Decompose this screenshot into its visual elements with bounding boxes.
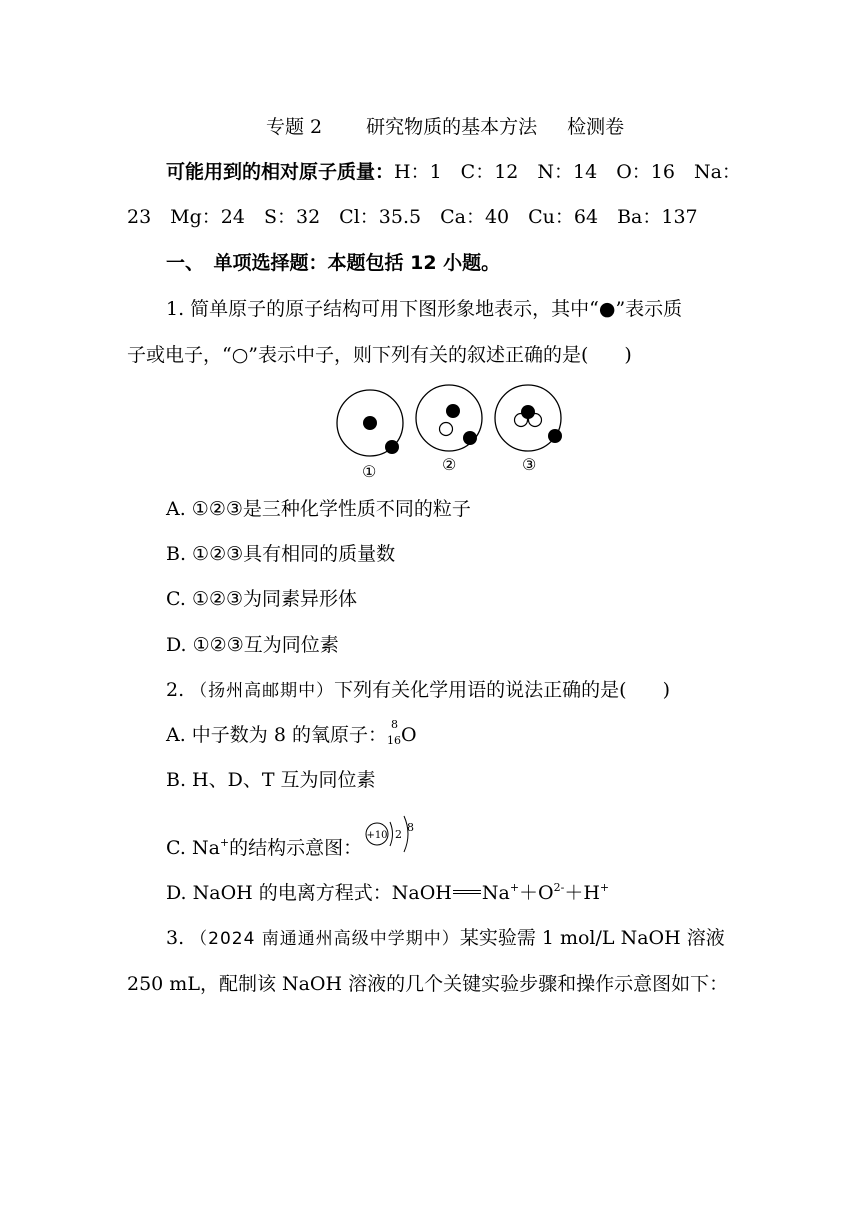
- atom-3-label: ③: [522, 455, 537, 474]
- q2-option-c: C. Na+的结构示意图：: [166, 836, 363, 859]
- q1-option-d: D. ①②③互为同位素: [166, 634, 339, 656]
- q3-stem-line1: 3. （2024 南通通州高级中学期中）某实验需 1 mol/L NaOH 溶液: [166, 927, 725, 949]
- oxygen-isotope-notation: 8 16: [386, 718, 401, 747]
- q1-stem-line1: 1. 简单原子的原子结构可用下图形象地表示，其中“●”表示质: [166, 298, 683, 320]
- title-topic: 专题 2: [266, 116, 323, 138]
- q2-stem: 2. （扬州高邮期中）下列有关化学用语的说法正确的是( ): [166, 679, 670, 701]
- svg-text:+10: +10: [366, 830, 388, 841]
- q2-option-d: D. NaOH 的电离方程式：NaOH $Na^++O^{2-}+H^+$: [166, 881, 610, 904]
- atom-1: [337, 390, 403, 456]
- atomic-masses-label: 可能用到的相对原子质量：: [166, 161, 395, 183]
- q1-option-b: B. ①②③具有相同的质量数: [166, 543, 396, 565]
- atomic-masses-values1: H：1 C：12 N：14 O：16 Na：: [394, 161, 741, 183]
- ionization-equals-sign: [453, 890, 481, 894]
- atom-2: [416, 385, 482, 451]
- q2-option-a: A. 中子数为 8 的氧原子： 8 16 O: [166, 718, 417, 747]
- q1-option-c: C. ①②③为同素异形体: [166, 588, 358, 610]
- q2-source: （扬州高邮期中）: [190, 681, 335, 701]
- na-ion-structure-diagram: [362, 812, 418, 858]
- atom-1-label: ①: [362, 462, 377, 480]
- q3-stem-line2: 250 mL，配制该 NaOH 溶液的几个关键实验步骤和操作示意图如下：: [127, 973, 729, 995]
- svg-text:8: 8: [407, 821, 414, 834]
- q2-option-b: B. H、D、T 互为同位素: [166, 769, 376, 791]
- q3-source: （2024 南通通州高级中学期中）: [190, 929, 460, 949]
- title-type: 检测卷: [567, 116, 625, 138]
- atom-structure-figure: [330, 378, 570, 480]
- atomic-masses-line2: 23 Mg：24 S：32 Cl：35.5 Ca：40 Cu：64 Ba：137: [127, 206, 698, 228]
- atom-2-label: ②: [442, 455, 457, 474]
- q1-option-a: A. ①②③是三种化学性质不同的粒子: [166, 498, 471, 520]
- q1-stem-line2: 子或电子，“○”表示中子，则下列有关的叙述正确的是( ): [127, 344, 632, 366]
- page-title: [266, 114, 624, 140]
- section-heading: 一、 单项选择题：本题包括 12 小题。: [166, 252, 501, 274]
- atom-3: [495, 385, 562, 451]
- atomic-masses-line1: [166, 159, 741, 185]
- title-subject: 研究物质的基本方法: [366, 116, 538, 138]
- svg-text:2: 2: [395, 828, 402, 841]
